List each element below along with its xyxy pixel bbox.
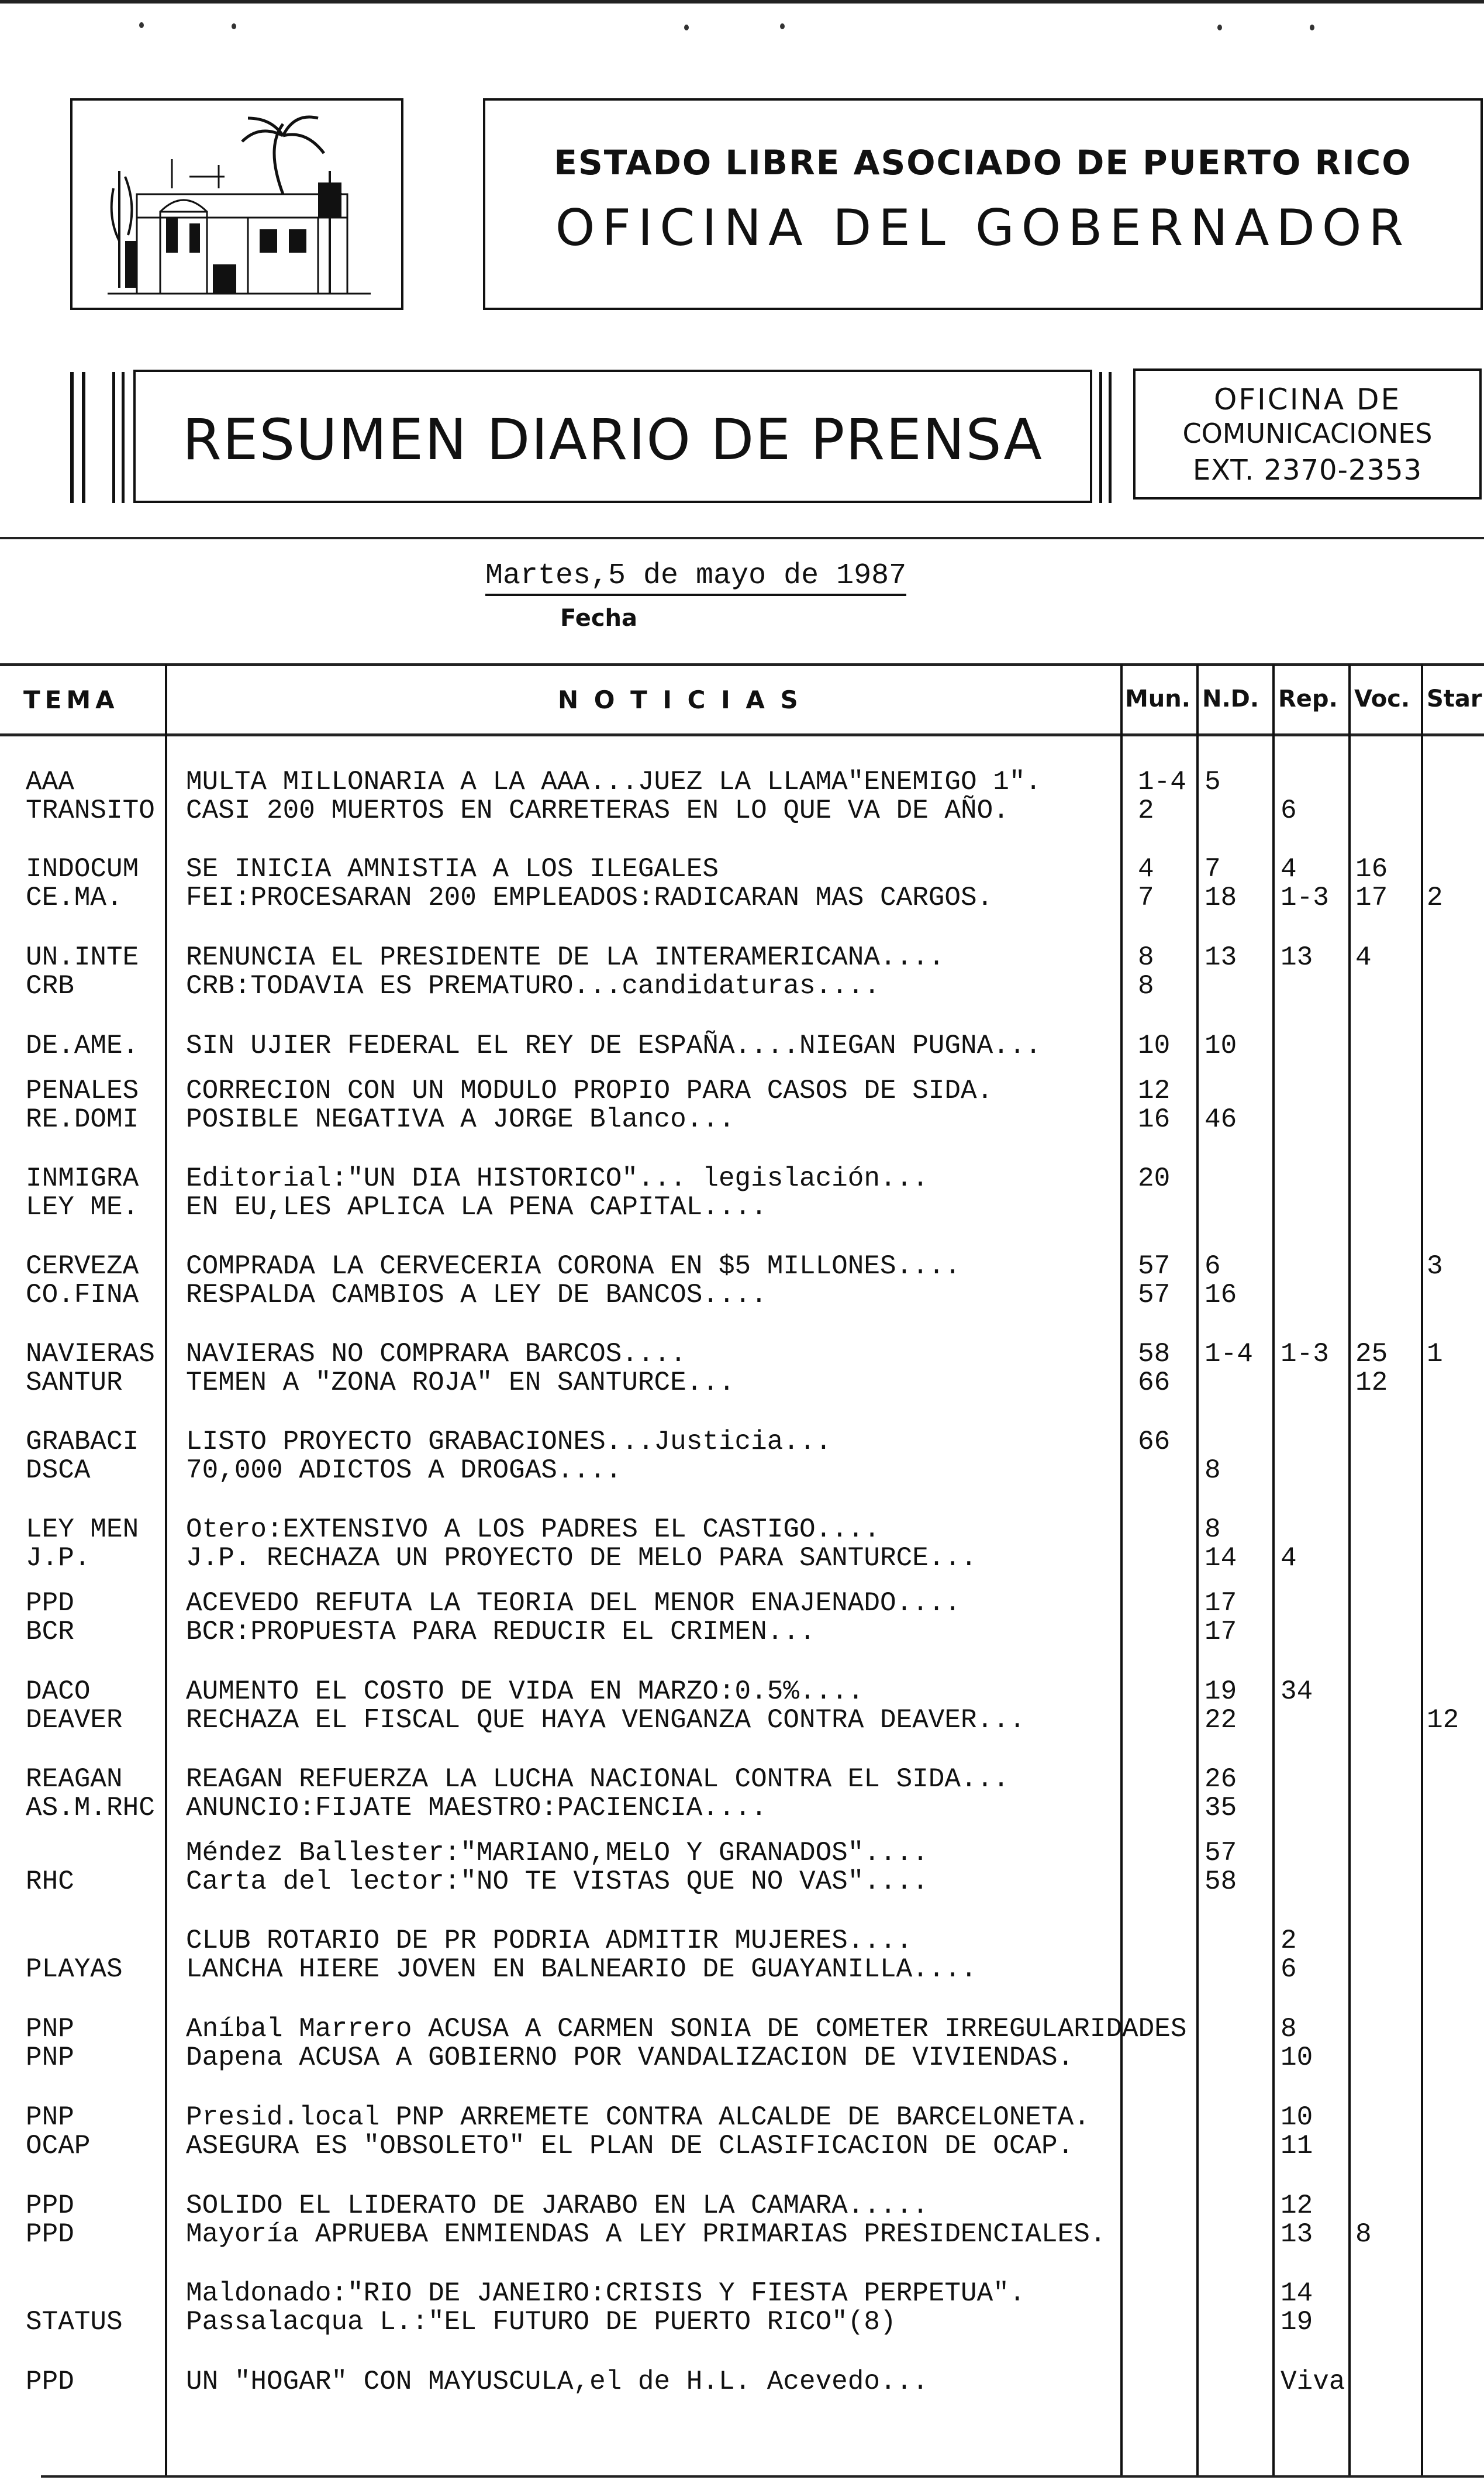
row-noticia: Dapena ACUSA A GOBIERNO POR VANDALIZACION DE VIVIENDAS. <box>186 2042 1074 2073</box>
row-nd: 8 <box>1205 1455 1221 1486</box>
row-noticia: POSIBLE NEGATIVA A JORGE Blanco... <box>186 1104 735 1135</box>
row-nd: 22 <box>1205 1705 1237 1735</box>
scan-speck <box>780 23 785 29</box>
row-noticia: MULTA MILLONARIA A LA AAA...JUEZ LA LLAMA"ENEMIGO 1". <box>186 767 1042 797</box>
row-voc: 12 <box>1355 1367 1388 1398</box>
row-noticia: NAVIERAS NO COMPRARA BARCOS.... <box>186 1339 686 1369</box>
table-row <box>0 1955 1484 1984</box>
row-noticia: REAGAN REFUERZA LA LUCHA NACIONAL CONTRA EL SIDA... <box>186 1764 1009 1794</box>
row-nd: 17 <box>1205 1617 1237 1647</box>
table-row <box>0 1927 1484 1955</box>
row-noticia: EN EU,LES APLICA LA PENA CAPITAL.... <box>186 1192 767 1222</box>
date: Martes,5 de mayo de 1987 <box>485 559 906 596</box>
row-tema: AS.M.RHC <box>26 1793 155 1823</box>
row-tema: DACO <box>26 1676 91 1707</box>
row-mun: 8 <box>1138 971 1154 1001</box>
row-tema: STATUS <box>26 2307 123 2337</box>
col-header-mun: Mun. <box>1125 686 1190 712</box>
row-tema: CERVEZA <box>26 1251 139 1282</box>
row-tema: GRABACI <box>26 1427 139 1457</box>
row-noticia: Aníbal Marrero ACUSA A CARMEN SONIA DE COMETER IRREGULARIDADES <box>186 2014 1187 2044</box>
row-tema: PPD <box>26 2219 74 2250</box>
row-nd: 19 <box>1205 1676 1237 1707</box>
scan-speck <box>232 23 236 29</box>
table-row <box>0 1765 1484 1794</box>
oficina-box <box>1133 368 1482 500</box>
table-row <box>0 768 1484 797</box>
row-noticia: J.P. RECHAZA UN PROYECTO DE MELO PARA SANTURCE... <box>186 1543 977 1573</box>
row-rep: 8 <box>1281 2014 1297 2044</box>
table-row <box>0 1677 1484 1706</box>
row-mun: 58 <box>1138 1339 1171 1369</box>
oficina-line-2: COMUNICACIONES <box>1182 418 1433 449</box>
table-row <box>0 2132 1484 2161</box>
table-row <box>0 1868 1484 1896</box>
table-row <box>0 1252 1484 1281</box>
row-tema: RHC <box>26 1866 74 1897</box>
government-title-box <box>483 98 1483 310</box>
top-border <box>0 0 1484 4</box>
resumen-title: RESUMEN DIARIO DE PRENSA <box>182 407 1043 473</box>
banner-rule <box>1099 372 1102 503</box>
banner-rule <box>122 372 125 503</box>
row-noticia: BCR:PROPUESTA PARA REDUCIR EL CRIMEN... <box>186 1617 816 1647</box>
scan-speck <box>1310 25 1314 30</box>
row-voc: 25 <box>1355 1339 1388 1369</box>
row-noticia: SE INICIA AMNISTIA A LOS ILEGALES <box>186 854 719 884</box>
row-tema: DE.AME. <box>26 1031 139 1061</box>
row-rep: 13 <box>1281 2219 1313 2250</box>
row-noticia: CLUB ROTARIO DE PR PODRIA ADMITIR MUJERES.... <box>186 1925 913 1956</box>
row-mun: 7 <box>1138 883 1154 913</box>
row-rep: 10 <box>1281 2042 1313 2073</box>
row-nd: 6 <box>1205 1251 1221 1282</box>
row-rep: 4 <box>1281 854 1297 884</box>
table-row <box>0 1589 1484 1618</box>
row-voc: 16 <box>1355 854 1388 884</box>
row-tema: DEAVER <box>26 1705 123 1735</box>
table-row <box>0 1706 1484 1735</box>
table-row <box>0 1369 1484 1397</box>
row-noticia: TEMEN A "ZONA ROJA" EN SANTURCE... <box>186 1367 735 1398</box>
row-nd: 8 <box>1205 1514 1221 1545</box>
row-tema: LEY MEN <box>26 1514 139 1545</box>
row-noticia: RECHAZA EL FISCAL QUE HAYA VENGANZA CONTRA DEAVER... <box>186 1705 1026 1735</box>
row-noticia: ANUNCIO:FIJATE MAESTRO:PACIENCIA.... <box>186 1793 767 1823</box>
row-noticia: FEI:PROCESARAN 200 EMPLEADOS:RADICARAN MAS CARGOS. <box>186 883 993 913</box>
row-noticia: CASI 200 MUERTOS EN CARRETERAS EN LO QUE VA DE AÑO. <box>186 795 1009 826</box>
row-nd: 13 <box>1205 942 1237 973</box>
row-nd: 57 <box>1205 1838 1237 1868</box>
row-noticia: RENUNCIA EL PRESIDENTE DE LA INTERAMERICANA.... <box>186 942 945 973</box>
row-tema: PNP <box>26 2014 74 2044</box>
col-header-star: Star <box>1427 686 1482 712</box>
date-label: Fecha <box>560 605 638 632</box>
row-tema: PPD <box>26 2367 74 2397</box>
government-line-1: ESTADO LIBRE ASOCIADO DE PUERTO RICO <box>554 143 1412 182</box>
row-rep: 12 <box>1281 2190 1313 2221</box>
row-noticia: Mayoría APRUEBA ENMIENDAS A LEY PRIMARIAS PRESIDENCIALES. <box>186 2219 1106 2250</box>
col-header-noticias: N O T I C I A S <box>558 686 802 714</box>
row-rep: 1-3 <box>1281 883 1329 913</box>
row-tema: AAA <box>26 767 74 797</box>
row-nd: 10 <box>1205 1031 1237 1061</box>
row-noticia: LISTO PROYECTO GRABACIONES...Justicia... <box>186 1427 832 1457</box>
table-row <box>0 1618 1484 1646</box>
row-rep: 34 <box>1281 1676 1313 1707</box>
row-noticia: LANCHA HIERE JOVEN EN BALNEARIO DE GUAYANILLA.... <box>186 1954 977 1985</box>
row-mun: 66 <box>1138 1367 1171 1398</box>
row-nd: 14 <box>1205 1543 1237 1573</box>
row-noticia: Editorial:"UN DIA HISTORICO"... legislación... <box>186 1163 929 1194</box>
banner-rule <box>1109 372 1112 503</box>
row-voc: 4 <box>1355 942 1372 973</box>
table-row <box>0 1193 1484 1222</box>
row-nd: 7 <box>1205 854 1221 884</box>
row-rep: 13 <box>1281 942 1313 973</box>
table-row <box>0 2044 1484 2072</box>
table-row <box>0 1281 1484 1310</box>
row-noticia: ACEVEDO REFUTA LA TEORIA DEL MENOR ENAJENADO.... <box>186 1588 961 1618</box>
row-mun: 12 <box>1138 1076 1171 1106</box>
col-header-nd: N.D. <box>1202 686 1259 712</box>
table-row <box>0 2192 1484 2220</box>
row-nd: 58 <box>1205 1866 1237 1897</box>
table-row <box>0 1105 1484 1134</box>
table-top-rule <box>0 663 1484 666</box>
row-nd: 35 <box>1205 1793 1237 1823</box>
table-bottom-rule <box>41 2475 1484 2478</box>
fortaleza-logo <box>70 98 403 310</box>
row-tema: PNP <box>26 2042 74 2073</box>
row-mun: 57 <box>1138 1251 1171 1282</box>
row-mun: 2 <box>1138 795 1154 826</box>
row-star: 2 <box>1427 883 1443 913</box>
col-header-rep: Rep. <box>1278 686 1338 712</box>
row-noticia: ASEGURA ES "OBSOLETO" EL PLAN DE CLASIFICACION DE OCAP. <box>186 2131 1074 2161</box>
row-nd: 5 <box>1205 767 1221 797</box>
row-rep: 11 <box>1281 2131 1313 2161</box>
row-tema: PNP <box>26 2102 74 2133</box>
row-noticia: COMPRADA LA CERVECERIA CORONA EN $5 MILLONES.... <box>186 1251 961 1282</box>
row-tema: CE.MA. <box>26 883 123 913</box>
row-rep: 14 <box>1281 2278 1313 2309</box>
row-mun: 10 <box>1138 1031 1171 1061</box>
oficina-line-1: OFICINA DE <box>1213 383 1402 416</box>
row-star: 12 <box>1427 1705 1459 1735</box>
row-mun: 66 <box>1138 1427 1171 1457</box>
row-mun: 4 <box>1138 854 1154 884</box>
table-row <box>0 2279 1484 2308</box>
row-rep: 6 <box>1281 1954 1297 1985</box>
header-divider <box>0 537 1484 539</box>
row-tema: TRANSITO <box>26 795 155 826</box>
row-tema: DSCA <box>26 1455 91 1486</box>
row-rep: 6 <box>1281 795 1297 826</box>
row-voc: 17 <box>1355 883 1388 913</box>
row-noticia: 70,000 ADICTOS A DROGAS.... <box>186 1455 622 1486</box>
row-noticia: Méndez Ballester:"MARIANO,MELO Y GRANADOS".... <box>186 1838 929 1868</box>
row-star: 3 <box>1427 1251 1443 1282</box>
oficina-line-3: EXT. 2370-2353 <box>1192 454 1423 487</box>
row-noticia: Presid.local PNP ARREMETE CONTRA ALCALDE DE BARCELONETA. <box>186 2102 1090 2133</box>
row-tema: CO.FINA <box>26 1280 139 1310</box>
banner-rule <box>112 372 115 503</box>
row-tema: PENALES <box>26 1076 139 1106</box>
row-rep: 1-3 <box>1281 1339 1329 1369</box>
row-nd: 16 <box>1205 1280 1237 1310</box>
row-noticia: CORRECION CON UN MODULO PROPIO PARA CASOS DE SIDA. <box>186 1076 993 1106</box>
table-row <box>0 943 1484 972</box>
row-mun: 8 <box>1138 942 1154 973</box>
table-row <box>0 972 1484 1001</box>
row-rep: 4 <box>1281 1543 1297 1573</box>
table-header-rule <box>0 733 1484 736</box>
row-noticia: UN "HOGAR" CON MAYUSCULA,el de H.L. Acevedo... <box>186 2367 929 2397</box>
row-nd: 17 <box>1205 1588 1237 1618</box>
table-row <box>0 1515 1484 1544</box>
row-tema: PLAYAS <box>26 1954 123 1985</box>
table-row <box>0 2308 1484 2337</box>
fortaleza-drawing-icon <box>73 101 401 308</box>
row-mun: 16 <box>1138 1104 1171 1135</box>
banner-rule <box>70 372 74 503</box>
row-rep: 19 <box>1281 2307 1313 2337</box>
row-tema: OCAP <box>26 2131 91 2161</box>
row-mun: 1-4 <box>1138 767 1186 797</box>
row-rep: 2 <box>1281 1925 1297 1956</box>
row-nd: 46 <box>1205 1104 1237 1135</box>
table-row <box>0 2103 1484 2132</box>
banner-rule <box>82 372 85 503</box>
government-line-2: OFICINA DEL GOBERNADOR <box>555 199 1411 257</box>
row-noticia: AUMENTO EL COSTO DE VIDA EN MARZO:0.5%.... <box>186 1676 864 1707</box>
row-noticia: Otero:EXTENSIVO A LOS PADRES EL CASTIGO.... <box>186 1514 880 1545</box>
table-row <box>0 1032 1484 1060</box>
row-star: 1 <box>1427 1339 1443 1369</box>
table-row <box>0 2015 1484 2044</box>
col-header-tema: TEMA <box>23 686 119 714</box>
table-row <box>0 2368 1484 2396</box>
table-row <box>0 1428 1484 1456</box>
row-tema: INDOCUM <box>26 854 139 884</box>
row-tema: PPD <box>26 2190 74 2221</box>
row-noticia: Carta del lector:"NO TE VISTAS QUE NO VAS".... <box>186 1866 929 1897</box>
table-row <box>0 1077 1484 1105</box>
scan-speck <box>1217 25 1222 30</box>
row-noticia: CRB:TODAVIA ES PREMATURO...candidaturas.... <box>186 971 880 1001</box>
row-tema: PPD <box>26 1588 74 1618</box>
row-tema: J.P. <box>26 1543 91 1573</box>
resumen-banner <box>133 370 1092 503</box>
row-noticia: RESPALDA CAMBIOS A LEY DE BANCOS.... <box>186 1280 767 1310</box>
table-row <box>0 884 1484 912</box>
row-rep: Viva <box>1281 2367 1345 2397</box>
row-noticia: SOLIDO EL LIDERATO DE JARABO EN LA CAMARA..... <box>186 2190 929 2221</box>
row-tema: NAVIERAS <box>26 1339 155 1369</box>
scan-speck <box>139 22 144 28</box>
row-rep: 10 <box>1281 2102 1313 2133</box>
row-noticia: Maldonado:"RIO DE JANEIRO:CRISIS Y FIESTA PERPETUA". <box>186 2278 1026 2309</box>
table-row <box>0 1340 1484 1369</box>
row-noticia: SIN UJIER FEDERAL EL REY DE ESPAÑA....NIEGAN PUGNA... <box>186 1031 1042 1061</box>
row-tema: RE.DOMI <box>26 1104 139 1135</box>
table-row <box>0 1839 1484 1868</box>
table-row <box>0 855 1484 884</box>
row-nd: 1-4 <box>1205 1339 1253 1369</box>
row-mun: 20 <box>1138 1163 1171 1194</box>
row-tema: SANTUR <box>26 1367 123 1398</box>
table-row <box>0 1544 1484 1573</box>
table-row <box>0 2220 1484 2249</box>
table-row <box>0 1165 1484 1193</box>
row-tema: INMIGRA <box>26 1163 139 1194</box>
row-tema: REAGAN <box>26 1764 123 1794</box>
col-header-voc: Voc. <box>1354 686 1410 712</box>
row-nd: 18 <box>1205 883 1237 913</box>
table-row <box>0 1794 1484 1823</box>
row-mun: 57 <box>1138 1280 1171 1310</box>
scan-speck <box>684 25 689 30</box>
row-tema: LEY ME. <box>26 1192 139 1222</box>
row-voc: 8 <box>1355 2219 1372 2250</box>
row-nd: 26 <box>1205 1764 1237 1794</box>
row-noticia: Passalacqua L.:"EL FUTURO DE PUERTO RICO"(8) <box>186 2307 896 2337</box>
row-tema: BCR <box>26 1617 74 1647</box>
row-tema: CRB <box>26 971 74 1001</box>
table-row <box>0 1456 1484 1485</box>
row-tema: UN.INTE <box>26 942 139 973</box>
table-row <box>0 797 1484 825</box>
